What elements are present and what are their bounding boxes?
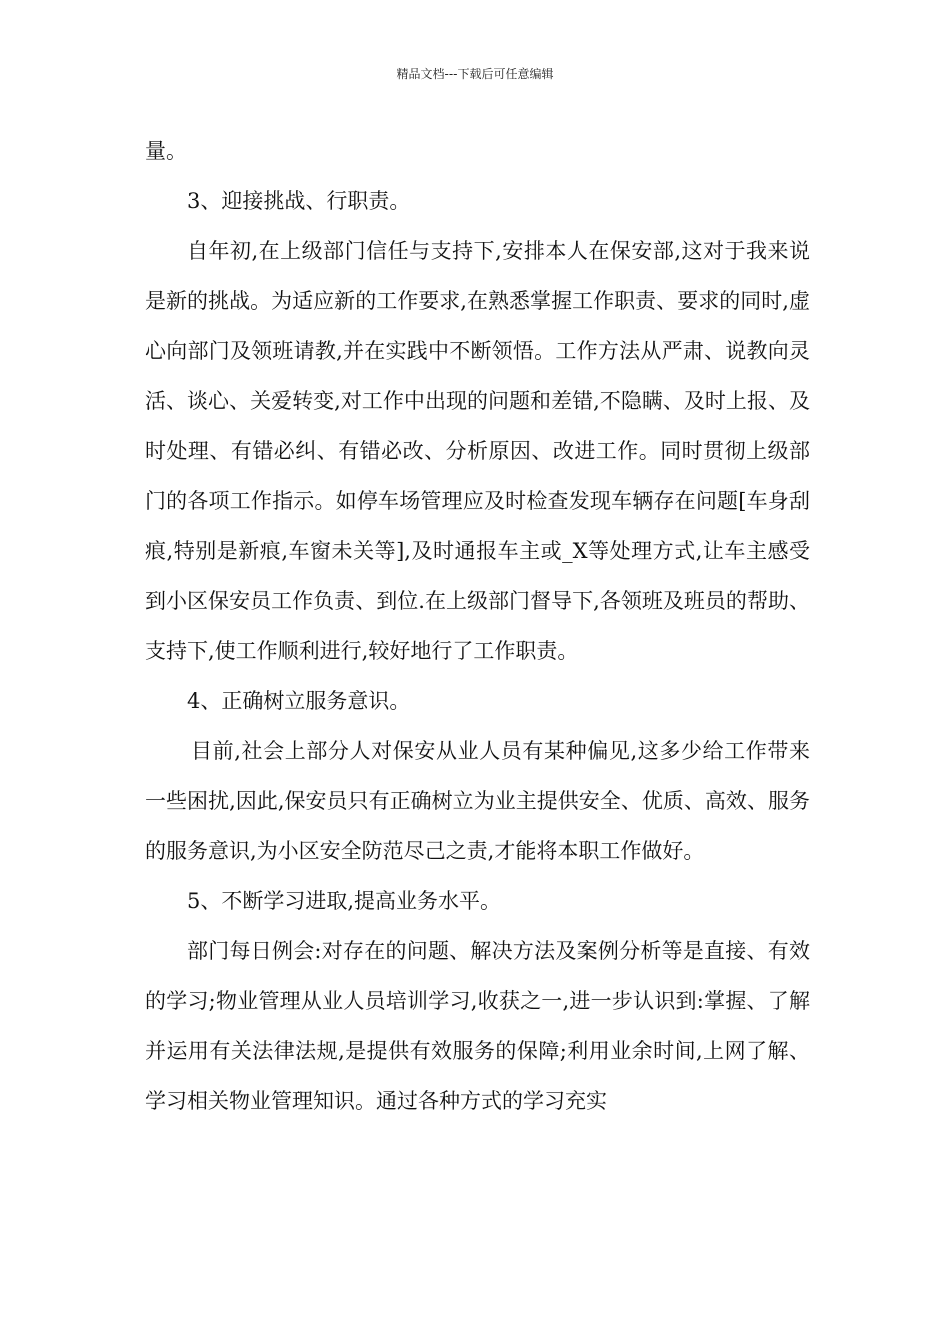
paragraph-continuation: 量。 bbox=[145, 139, 187, 163]
section-heading-3: 3、迎接挑战、行职责。 bbox=[187, 189, 411, 213]
document-body bbox=[145, 126, 810, 1126]
paragraph-learning: 部门每日例会:对存在的问题、解决方法及案例分析等是直接、有效的学习;物业管理从业人员培训学习,收获之一,进一步认识到:掌握、了解并运用有关法律法规,是提供有效服务的保障;利用业余时间,上网了解、学习相关物业管理知识。通过各种方式的学习充实 bbox=[145, 939, 810, 1113]
page-header: 精品文档---下载后可任意编辑 bbox=[396, 67, 554, 81]
paragraph-duties: 自年初,在上级部门信任与支持下,安排本人在保安部,这对于我来说是新的挑战。为适应新的工作要求,在熟悉掌握工作职责、要求的同时,虚心向部门及领班请教,并在实践中不断领悟。工作方法从严肃、说教向灵活、谈心、关爱转变,对工作中出现的问题和差错,不隐瞒、及时上报、及时处理、有错必纠、有错必改、分析原因、改进工作。同时贯彻上级部门的各项工作指示。如停车场管理应及时检查发现车辆存在问题[车身刮痕,特别是新痕,车窗未关等],及时通报车主或_X等处理方式,让车主感受到小区保安员工作负责、到位.在上级部门督导下,各领班及班员的帮助、支持下,使工作顺利进行,较好地行了工作职责。 bbox=[145, 239, 810, 663]
paragraph-service-awareness: 目前,社会上部分人对保安从业人员有某种偏见,这多少给工作带来一些困扰,因此,保安员只有正确树立为业主提供安全、优质、高效、服务的服务意识,为小区安全防范尽己之责,才能将本职工作做好。 bbox=[145, 739, 810, 863]
section-heading-4: 4、正确树立服务意识。 bbox=[187, 689, 411, 713]
section-heading-5: 5、不断学习进取,提高业务水平。 bbox=[187, 889, 502, 913]
